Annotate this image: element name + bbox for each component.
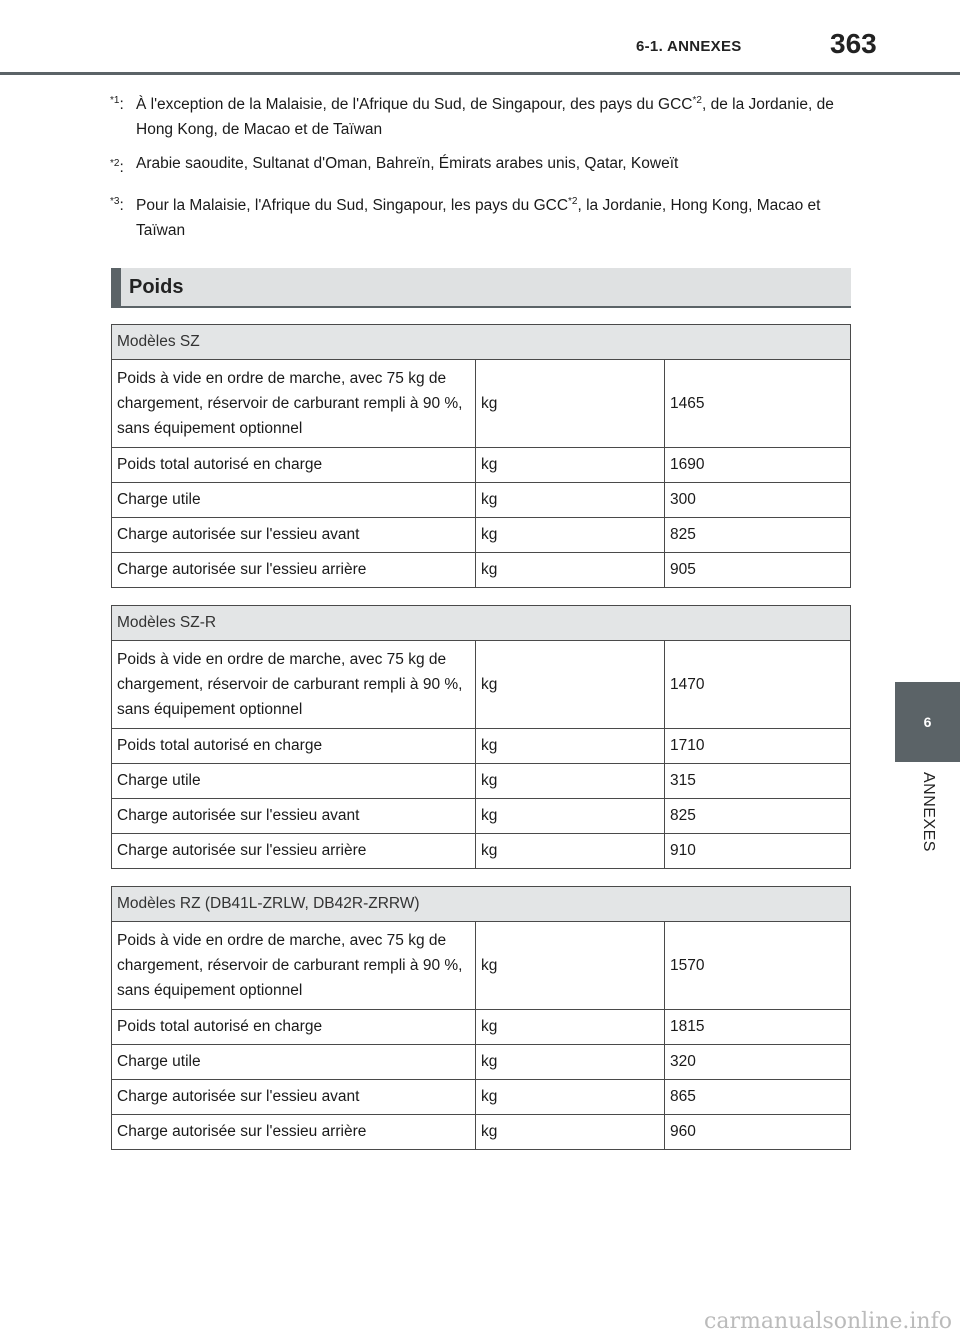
weight-table [111, 886, 851, 1150]
row-value: 1470 [665, 641, 851, 729]
footnote-mark: $^{*3}$: [110, 196, 124, 215]
row-unit: kg [476, 360, 665, 448]
page-number: 363 [830, 28, 877, 59]
footnote [110, 189, 850, 243]
row-unit: kg [476, 483, 665, 518]
row-label: Charge autorisée sur l'essieu arrière [112, 834, 476, 869]
table-row [112, 518, 851, 553]
footnote-mark: $^{*2}$: [110, 158, 124, 177]
row-label: Poids total autorisé en charge [112, 729, 476, 764]
row-label: Poids total autorisé en charge [112, 448, 476, 483]
row-unit: kg [476, 799, 665, 834]
table-row [112, 922, 851, 1010]
table-row [112, 799, 851, 834]
weight-table [111, 605, 851, 869]
header-divider [0, 72, 960, 75]
row-label: Charge utile [112, 764, 476, 799]
row-label: Charge autorisée sur l'essieu avant [112, 1080, 476, 1115]
row-label: Charge autorisée sur l'essieu avant [112, 799, 476, 834]
row-unit: kg [476, 1115, 665, 1150]
row-label: Charge utile [112, 1045, 476, 1080]
table-heading: Modèles RZ (DB41L-ZRLW, DB42R-ZRRW) [112, 887, 851, 922]
table-row [112, 1115, 851, 1150]
table-row [112, 483, 851, 518]
row-label: Poids total autorisé en charge [112, 1010, 476, 1045]
table-row [112, 1080, 851, 1115]
footnotes [110, 88, 850, 252]
chapter-tab-number: 6 [923, 714, 932, 730]
row-value: 315 [665, 764, 851, 799]
row-label: Charge utile [112, 483, 476, 518]
table-row [112, 764, 851, 799]
row-unit: kg [476, 1010, 665, 1045]
footnote [110, 88, 850, 142]
chapter-tab-label: ANNEXES [920, 772, 937, 852]
row-value: 825 [665, 518, 851, 553]
section-title: Poids [129, 276, 184, 298]
footnote-ref: *2 [692, 95, 702, 106]
chapter-tab[interactable] [895, 682, 960, 762]
row-unit: kg [476, 518, 665, 553]
watermark: carmanualsonline.info [704, 1309, 952, 1334]
weight-table [111, 324, 851, 588]
footnote-text: À l'exception de la Malaisie, de l'Afrique du Sud, de Singapour, des pays du GCC$^{*2}$, de la Jordanie, de Hong Kong, de Macao et de Taïwan [136, 95, 834, 139]
row-value: 960 [665, 1115, 851, 1150]
row-value: 865 [665, 1080, 851, 1115]
row-value: 1570 [665, 922, 851, 1010]
footnote [110, 151, 850, 180]
row-label: Poids à vide en ordre de marche, avec 75 kg de chargement, réservoir de carburant rempli à 90 %, sans équipement optionnel [112, 360, 476, 448]
table-heading: Modèles SZ [112, 325, 851, 360]
row-value: 1815 [665, 1010, 851, 1045]
table-row [112, 1045, 851, 1080]
footnote-ref: *2 [568, 196, 578, 208]
row-value: 300 [665, 483, 851, 518]
footnote-text: Arabie saoudite, Sultanat d'Oman, Bahreïn, Émirats arabes unis, Qatar, Koweït [136, 155, 679, 173]
row-label: Charge autorisée sur l'essieu arrière [112, 553, 476, 588]
row-value: 1690 [665, 448, 851, 483]
footnote-text: Pour la Malaisie, l'Afrique du Sud, Singapour, les pays du GCC$^{*2}$, la Jordanie, Hong Kong, Macao et Taïwan [136, 196, 821, 240]
row-unit: kg [476, 641, 665, 729]
section-heading-bar [111, 268, 851, 308]
table-row [112, 729, 851, 764]
table-row [112, 448, 851, 483]
row-unit: kg [476, 922, 665, 1010]
row-value: 910 [665, 834, 851, 869]
table-row [112, 641, 851, 729]
footnote-mark: $^{*1}$: [110, 95, 124, 114]
row-unit: kg [476, 553, 665, 588]
row-unit: kg [476, 1080, 665, 1115]
section-header: 6-1. ANNEXES [636, 38, 742, 55]
row-value: 825 [665, 799, 851, 834]
table-row [112, 360, 851, 448]
row-label: Poids à vide en ordre de marche, avec 75 kg de chargement, réservoir de carburant rempli à 90 %, sans équipement optionnel [112, 641, 476, 729]
table-row [112, 553, 851, 588]
row-label: Charge autorisée sur l'essieu avant [112, 518, 476, 553]
row-unit: kg [476, 834, 665, 869]
row-unit: kg [476, 764, 665, 799]
table-heading: Modèles SZ-R [112, 606, 851, 641]
row-label: Charge autorisée sur l'essieu arrière [112, 1115, 476, 1150]
row-value: 320 [665, 1045, 851, 1080]
row-label: Poids à vide en ordre de marche, avec 75 kg de chargement, réservoir de carburant rempli à 90 %, sans équipement optionnel [112, 922, 476, 1010]
row-value: 1710 [665, 729, 851, 764]
row-unit: kg [476, 448, 665, 483]
table-row [112, 834, 851, 869]
row-value: 905 [665, 553, 851, 588]
row-unit: kg [476, 1045, 665, 1080]
table-row [112, 1010, 851, 1045]
row-value: 1465 [665, 360, 851, 448]
row-unit: kg [476, 729, 665, 764]
